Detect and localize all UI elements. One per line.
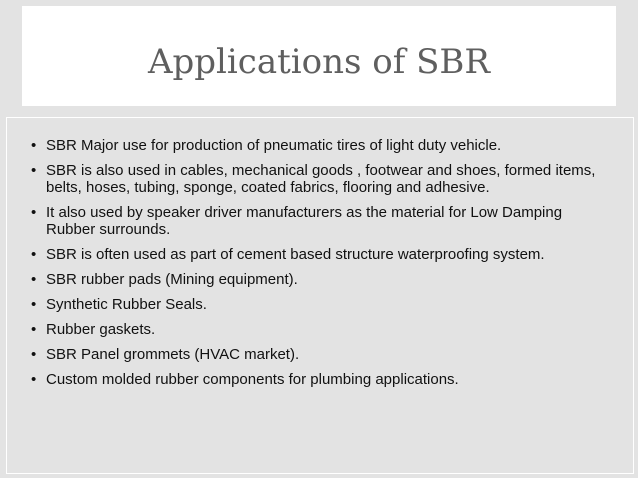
bullet-item [33, 321, 613, 338]
bullet-text: SBR rubber pads (Mining equipment). [46, 271, 298, 288]
bullet-text: SBR Panel grommets (HVAC market). [46, 346, 300, 363]
slide-title: Applications of SBR [147, 42, 491, 82]
bullet-text: SBR is also used in cables, mechanical goods , footwear and shoes, formed items, belts, hoses, tubing, sponge, coated fabrics, flooring and adhesive. [46, 162, 596, 196]
bullet-text: SBR is often used as part of cement based structure waterproofing system. [46, 246, 545, 263]
bullet-text: Custom molded rubber components for plumbing applications. [46, 371, 459, 388]
bullet-dot-icon: • [31, 271, 37, 288]
bullet-dot-icon: • [31, 321, 37, 338]
bullet-item [33, 204, 613, 238]
content-panel [6, 117, 634, 474]
bullet-text: Synthetic Rubber Seals. [46, 296, 207, 313]
bullet-dot-icon: • [31, 204, 37, 221]
bullet-dot-icon: • [31, 137, 37, 154]
bullet-item [33, 246, 613, 263]
bullet-text: Rubber gaskets. [46, 321, 156, 338]
bullet-dot-icon: • [31, 162, 37, 179]
bullet-dot-icon: • [31, 371, 37, 388]
bullet-item [33, 162, 613, 196]
title-panel [22, 6, 616, 106]
bullet-list [33, 137, 613, 396]
bullet-dot-icon: • [31, 346, 37, 363]
bullet-item [33, 271, 613, 288]
bullet-text: SBR Major use for production of pneumatic tires of light duty vehicle. [46, 137, 502, 154]
bullet-item [33, 296, 613, 313]
bullet-item [33, 137, 613, 154]
bullet-text: It also used by speaker driver manufacturers as the material for Low Damping Rubber surrounds. [46, 204, 563, 238]
bullet-dot-icon: • [31, 296, 37, 313]
bullet-item [33, 346, 613, 363]
bullet-item [33, 371, 613, 388]
bullet-dot-icon: • [31, 246, 37, 263]
